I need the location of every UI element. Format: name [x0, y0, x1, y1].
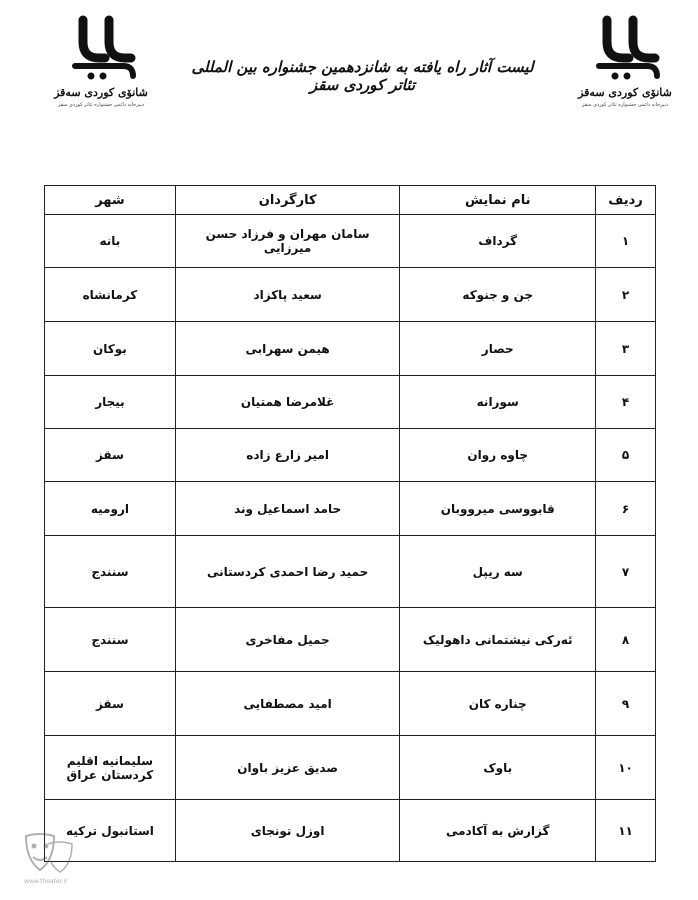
logo-caption: شانۆی کوردی سەقز: [54, 86, 148, 99]
row-index: ۸: [596, 608, 656, 672]
header-city: شهر: [45, 186, 176, 215]
row-index: ۶: [596, 482, 656, 536]
header-index: ردیف: [596, 186, 656, 215]
row-director: سعید پاکزاد: [175, 268, 400, 322]
table-row: [45, 608, 656, 672]
table-row: [45, 268, 656, 322]
row-show: حصار: [400, 322, 596, 376]
row-director: غلامرضا همتیان: [175, 376, 400, 429]
row-city: سقز: [45, 672, 176, 736]
row-index: ۱: [596, 215, 656, 268]
row-director: هیمن سهرابی: [175, 322, 400, 376]
watermark-text: www.theater.ir: [24, 878, 68, 885]
row-director: صدیق عزیز باوان: [175, 736, 400, 800]
table-row: [45, 215, 656, 268]
row-director: جمیل مفاخری: [175, 608, 400, 672]
row-city: ارومیه: [45, 482, 176, 536]
row-city: بیجار: [45, 376, 176, 429]
row-city: سنندج: [45, 536, 176, 608]
row-show: سه ریپل: [400, 536, 596, 608]
row-show: باوک: [400, 736, 596, 800]
row-show: چناره کان: [400, 672, 596, 736]
row-index: ۴: [596, 376, 656, 429]
row-city: بانه: [45, 215, 176, 268]
page-title: لیست آثار راه یافته به شانزدهمین جشنواره بین المللی تئاتر کوردی سقز: [191, 58, 534, 94]
row-show: قابووسی میرووبان: [400, 482, 596, 536]
row-index: ۱۰: [596, 736, 656, 800]
row-index: ۱۱: [596, 800, 656, 862]
row-director: حمید رضا احمدی کردستانی: [175, 536, 400, 608]
logo-caption: شانۆی کوردی سەقز: [578, 86, 672, 99]
row-index: ۹: [596, 672, 656, 736]
row-index: ۵: [596, 429, 656, 482]
row-city: سنندج: [45, 608, 176, 672]
festival-logo-left: [46, 14, 156, 134]
row-city: سقز: [45, 429, 176, 482]
table-row: [45, 800, 656, 862]
site-watermark: [18, 830, 98, 890]
row-show: گرداف: [400, 215, 596, 268]
festival-logo-icon: [585, 14, 665, 84]
table-header-row: [45, 186, 656, 215]
festival-logo-icon: [61, 14, 141, 84]
row-director: حامد اسماعیل وند: [175, 482, 400, 536]
row-director: امید مصطفایی: [175, 672, 400, 736]
header-show: نام نمایش: [400, 186, 596, 215]
table-row: [45, 536, 656, 608]
row-city: بوکان: [45, 322, 176, 376]
logo-subcaption: دبیرخانه دائمی جشنواره تئاتر کوردی سقز: [57, 102, 145, 108]
row-show: سورانه: [400, 376, 596, 429]
logo-subcaption: دبیرخانه دائمی جشنواره تئاتر کوردی سقز: [581, 102, 669, 108]
selected-works-table: [44, 185, 656, 862]
theater-mask-icon: [18, 830, 78, 876]
row-index: ۷: [596, 536, 656, 608]
row-city: کرمانشاه: [45, 268, 176, 322]
row-show: جن و جنوکه: [400, 268, 596, 322]
row-director: اوزل تونجای: [175, 800, 400, 862]
table-row: [45, 672, 656, 736]
table-row: [45, 736, 656, 800]
row-show: گزارش به آکادمی: [400, 800, 596, 862]
row-director: سامان مهران و فرزاد حسن میرزایی: [175, 215, 400, 268]
row-show: ئەرکی نیشتمانی داهولیک: [400, 608, 596, 672]
festival-logo-right: [570, 14, 680, 134]
header-director: کارگردان: [175, 186, 400, 215]
table-row: [45, 429, 656, 482]
row-city: استانبول ترکیه: [45, 800, 176, 862]
table-row: [45, 482, 656, 536]
row-director: امیر زارع زاده: [175, 429, 400, 482]
row-index: ۳: [596, 322, 656, 376]
document-header: [0, 0, 698, 170]
row-city: سلیمانیه اقلیم کردستان عراق: [45, 736, 176, 800]
row-show: چاوه روان: [400, 429, 596, 482]
row-index: ۲: [596, 268, 656, 322]
table-row: [45, 322, 656, 376]
table-row: [45, 376, 656, 429]
